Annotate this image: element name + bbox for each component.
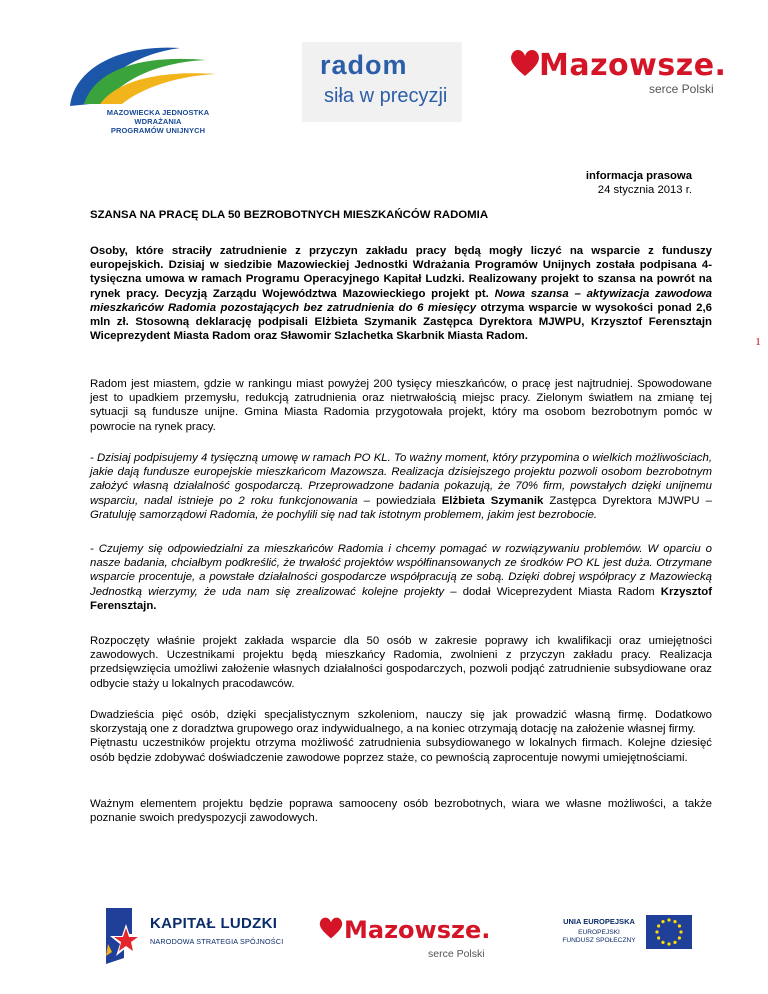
eu-logo [554,915,694,963]
press-date: 24 stycznia 2013 r. [597,184,692,196]
quote-2-speaker: Krzysztof Ferensztajn. [90,585,712,612]
kapital-ludzki-logo [102,906,302,968]
paragraph-5b: Piętnastu uczestników projektu otrzyma możliwość zatrudnienia subsydiowanego w lokalnych firmach. Kolejne dziesięć osób będzie zdobywać doświadczenie zawodowe poprzez staże, co pewnością zaprocentuje nowymi umiejętnościami. [90,737,712,764]
lead-project-title: Nowa szansa – aktywizacja zawodowa mieszkańców Radomia pozostających bez zatrudnienia do 6 miesięcy [90,287,712,314]
paragraph-2-quote [90,451,712,522]
kapital-ludzki-title: KAPITAŁ LUDZKI [150,915,278,932]
quote-1-role: Zastępca Dyrektora MJWPU – [543,494,712,507]
kapital-ludzki-star-icon [102,906,148,968]
page-number: 1 [755,336,761,348]
mjwpu-logo [60,38,220,135]
quote-2-text: - Czujemy się odpowiedzialni za mieszkańców Radomia i chcemy pomagać w rozwiązywaniu problemów. W oparciu o nasze badania, chciałbym podkreślić, że trwałość projektów współfinansowanych ze środków PO KL jest duża. Otrzymane wsparcie procentuje, a powstałe działalności gospodarcze współpracują ze sobą. Dzięki dobrej współpracy z Mazowiecką Jednostką wierzymy, że uda nam się zrealizować kolejne projekty [90,543,712,598]
quote-1-text: - Dzisiaj podpisujemy 4 tysięczną umowę w ramach PO KL. To ważny moment, który przypomina o wielkich możliwościach, jakie dają fundusze europejskie mieszkańcom Mazowsza. Realizacja dzisiejszego projektu pozwoli osobom bezrobotnym założyć własną działalność gospodarczą. Przeprowadzone badania pokazują, że 70% firm, powstałych dzięki unijnemu wsparciu, nadal istnieje po 2 roku funkcjonowania – [90,452,712,507]
mazowsze-logo-header [507,42,747,102]
eu-line-2: EUROPEJSKI [578,929,620,936]
press-info [586,169,692,197]
mazowsze-logo-subtitle: serce Polski [649,82,714,96]
quote-1-speaker: Elżbieta Szymanik [441,494,544,507]
quote-1-text-end: Gratuluję samorządowi Radomia, że pochylili się nad tak istotnym problemem, jakim jest bezrobocie. [90,508,598,521]
eu-title: UNIA EUROPEJSKA [563,917,635,926]
mjwpu-logo-line-3: PROGRAMÓW UNIJNYCH [110,126,206,135]
paragraph-3-quote [90,542,712,613]
mjwpu-logo-line-2: WDRAŻANIA [134,117,182,126]
paragraph-5a: Dwadzieścia pięć osób, dzięki specjalistycznym szkoleniom, nauczy się jak prowadzić własną firmę. Dodatkowo skorzystają one z doradztwa grupowego oraz indywidualnego, a na koniec otrzymają dotację na założenie własnej firmy. [90,709,712,736]
headline: SZANSA NA PRACĘ DLA 50 BEZROBOTNYCH MIESZKAŃCÓW RADOMIA [90,209,489,221]
kapital-ludzki-subtitle: NARODOWA STRATEGIA SPÓJNOŚCI [150,937,284,946]
quote-2-said: – dodał Wiceprezydent Miasta Radom [444,585,661,598]
eu-line-3: FUNDUSZ SPOŁECZNY [562,937,636,945]
quote-1-said: powiedziała [370,494,442,507]
mjwpu-swoosh-icon [60,38,220,110]
paragraph-4: Rozpoczęty właśnie projekt zakłada wsparcie dla 50 osób w zakresie poprawy ich kwalifikacji oraz umiejętności zawodowych. Uczestnikami projektu będą mieszkańcy Radomia, zwolnieni z przyczyn zakładu pracy. Realizacja przedsięwzięcia umożliwi założenie własnych działalności gospodarczych, pozwoli podjąć zatrudnienie subsydiowane oraz odbycie staży u lokalnych pracodawców. [90,635,712,690]
mazowsze-footer-subtitle: serce Polski [428,948,485,960]
radom-logo-tagline: siła w precyzji [324,85,448,107]
eu-fund-lines [554,929,644,945]
mjwpu-logo-line-1: MAZOWIECKA JEDNOSTKA [106,108,210,117]
lead-paragraph [90,244,712,343]
radom-logo-word: radom [320,50,408,80]
heart-icon [318,916,344,940]
heart-icon [509,48,541,78]
mazowsze-logo-word: Mazowsze. [539,48,727,83]
paragraph-6: Ważnym elementem projektu będzie poprawa samooceny osób bezrobotnych, wiara we własne możliwości, a także poznanie swoich predyspozycji zawodowych. [90,798,712,825]
paragraph-5 [90,708,712,765]
mazowsze-logo-footer [318,912,518,968]
lead-text-1: Osoby, które straciły zatrudnienie z przyczyn zakładu pracy będą mogły liczyć na wsparcie z funduszy europejskich. Dzisiaj w siedzibie Mazowieckiej Jednostki Wdrażania Programów Unijnych została podpisana 4-tysięczna umowa w ramach Programu Operacyjnego Kapitał Ludzki. Realizowany projekt to szansa na powrót na rynek pracy. Decyzją Zarządu Województwa Mazowieckiego projekt pt. [90,245,712,300]
press-label: informacja prasowa [585,170,692,182]
eu-flag-icon [646,915,692,949]
mazowsze-footer-word: Mazowsze. [344,916,491,944]
paragraph-1: Radom jest miastem, gdzie w rankingu miast powyżej 200 tysięcy mieszkańców, o pracę jest najtrudniej. Spowodowane jest to upadkiem przemysłu, redukcją zatrudnienia oraz nietrwałością miejsc pracy. Zielonym światłem na zmianę tej sytuacji są fundusze unijne. Gmina Miasta Radomia przygotowała projekt, który ma osobom bezrobotnym pomóc w powrocie na rynek pracy. [90,378,712,433]
lead-text-2: otrzyma wsparcie w wysokości ponad 2,6 mln zł. Stosowną deklarację podpisali Elżbieta Szymanik Zastępca Dyrektora MJWPU, Krzysztof Ferensztajn Wiceprezydent Miasta Radom oraz Sławomir Szlachetka Skarbnik Miasta Radom. [90,301,712,343]
radom-logo [302,42,462,122]
